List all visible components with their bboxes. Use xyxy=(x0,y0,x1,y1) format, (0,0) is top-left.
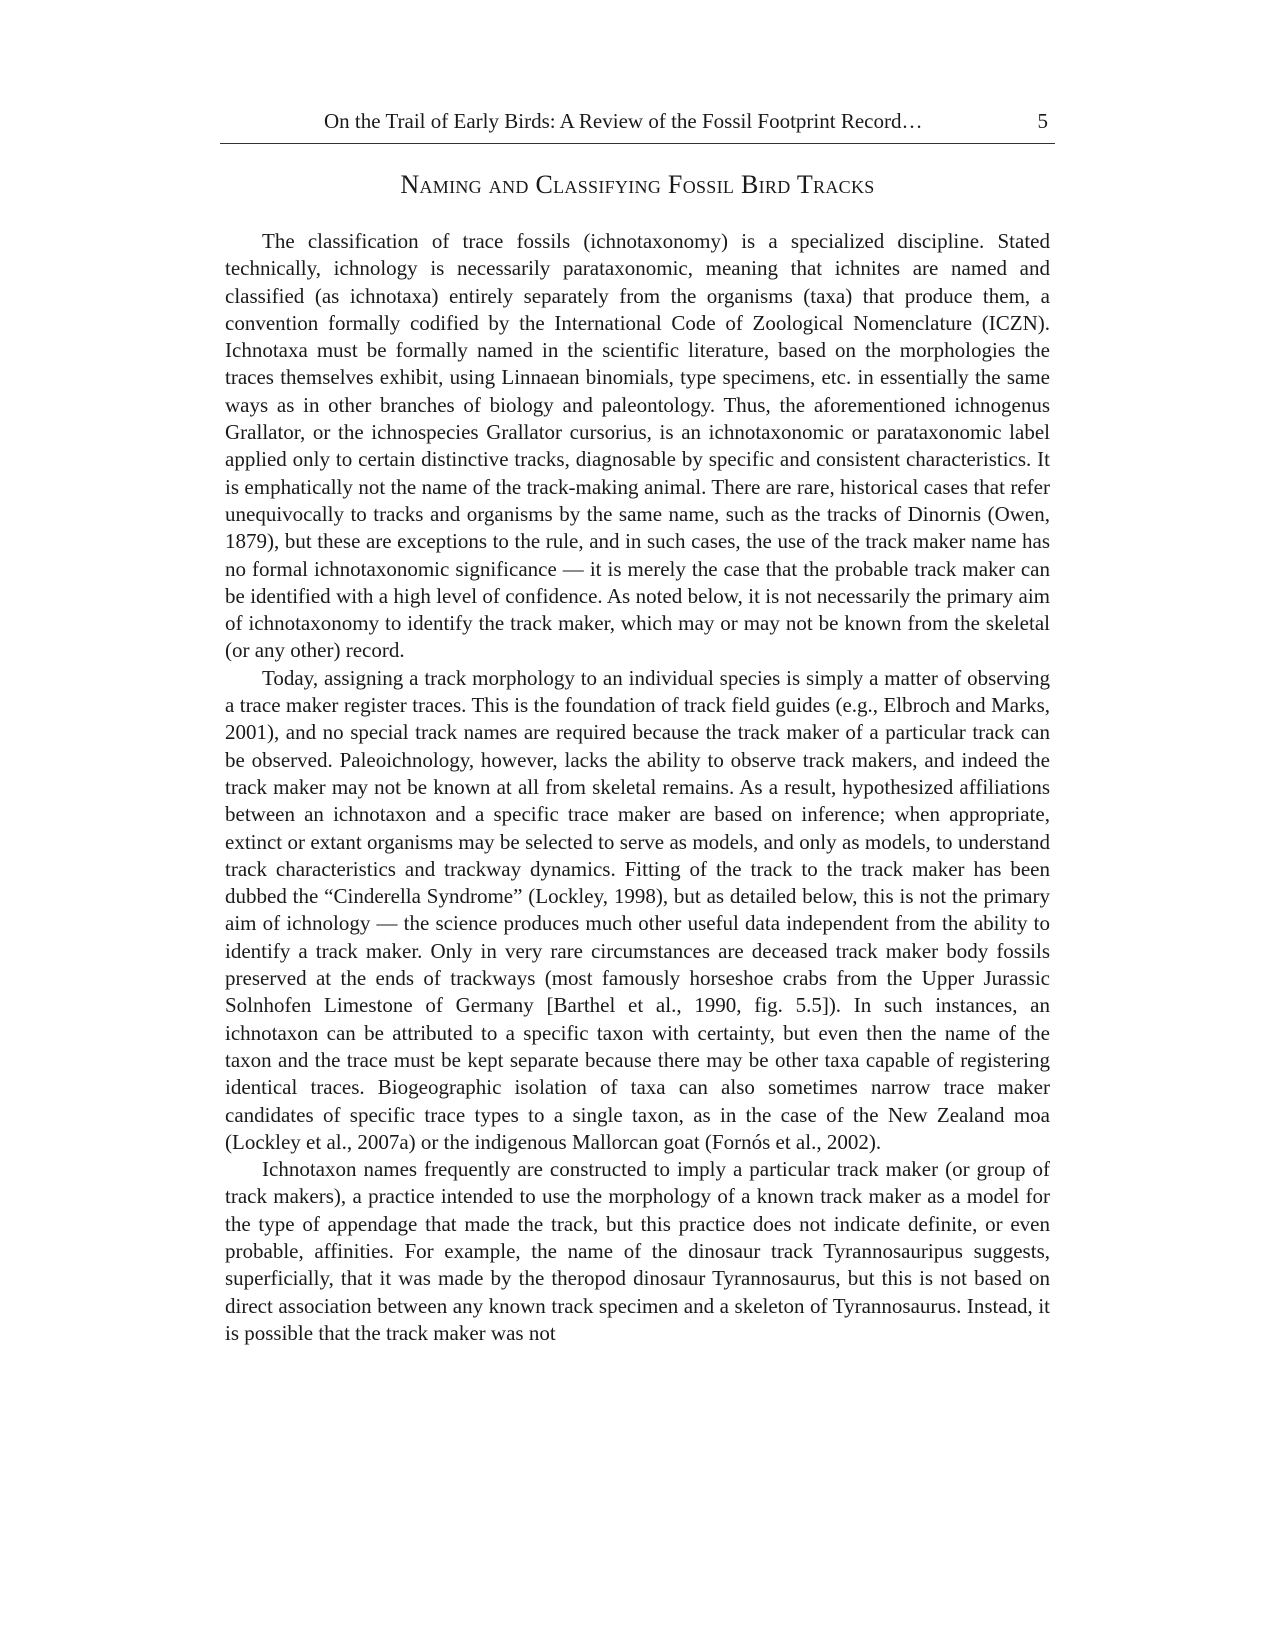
section-heading xyxy=(220,170,1055,200)
paragraph-ichnotaxonomy: The classification of trace fossils (ichnotaxonomy) is a specialized discipline. Stated technically, ichnology is necessarily parataxonomic, meaning that ichnites are named and classified (as ichnotaxa) entirely separately from the organisms (taxa) that produce them, a convention formally codified by the International Code of Zoological Nomenclature (ICZN). Ichnotaxa must be formally named in the scientific literature, based on the morphologies the traces themselves exhibit, using Linnaean binomials, type specimens, etc. in essentially the same ways as in other branches of biology and paleontology. Thus, the aforementioned ichnogenus Grallator, or the ichnospecies Grallator cursorius, is an ichnotaxonomic or parataxonomic label applied only to certain distinctive tracks, diagnosable by specific and consistent characteristics. It is emphatically not the name of the track-making animal. There are rare, historical cases that refer unequivocally to tracks and organisms by the same name, such as the tracks of Dinornis (Owen, 1879), but these are exceptions to the rule, and in such cases, the use of the track maker name has no formal ichnotaxonomic significance — it is merely the case that the probable track maker can be identified with a high level of confidence. As noted below, it is not necessarily the primary aim of ichnotaxonomy to identify the track maker, which may or may not be known from the skeletal (or any other) record. xyxy=(225,229,1050,663)
paragraph-ichnotaxon-names: Ichnotaxon names frequently are constructed to imply a particular track maker (or group of track makers), a practice intended to use the morphology of a known track maker as a model for the type of appendage that made the track, but this practice does not indicate definite, or even probable, affinities. For example, the name of the dinosaur track Tyrannosauripus suggests, superficially, that it was made by the theropod dinosaur Tyrannosaurus, but this is not based on direct association between any known track specimen and a skeleton of Tyrannosaurus. Instead, it is possible that the track maker was not xyxy=(225,1157,1050,1345)
body-text xyxy=(225,228,1050,1347)
running-title: On the Trail of Early Birds: A Review of the Fossil Footprint Record… xyxy=(324,109,923,133)
page-number: 5 xyxy=(1037,109,1048,133)
paragraph-track-morphology: Today, assigning a track morphology to an individual species is simply a matter of observing a trace maker register traces. This is the foundation of track field guides (e.g., Elbroch and Marks, 2001), and no special track names are required because the track maker of a particular track can be observed. Paleoichnology, however, lacks the ability to observe track makers, and indeed the track maker may not be known at all from skeletal remains. As a result, hypothesized affiliations between an ichnotaxon and a specific trace maker are based on inference; when appropriate, extinct or extant organisms may be selected to serve as models, and only as models, to understand track characteristics and trackway dynamics. Fitting of the track to the track maker has been dubbed the “Cinderella Syndrome” (Lockley, 1998), but as detailed below, this is not the primary aim of ichnology — the science produces much other useful data independent from the ability to identify a track maker. Only in very rare circumstances are deceased track maker body fossils preserved at the ends of trackways (most famously horseshoe crabs from the Upper Jurassic Solnhofen Limestone of Germany [Barthel et al., 1990, fig. 5.5]). In such instances, an ichnotaxon can be attributed to a specific taxon with certainty, but even then the name of the taxon and the trace must be kept separate because there may be other taxa capable of registering identical traces. Biogeographic isolation of taxa can also sometimes narrow trace maker candidates of specific trace types to a single taxon, as in the case of the New Zealand moa (Lockley et al., 2007a) or the indigenous Mallorcan goat (Fornós et al., 2002). xyxy=(225,665,1050,1154)
running-header xyxy=(220,106,1055,144)
section-heading-text: Naming and Classifying Fossil Bird Tracks xyxy=(400,170,875,199)
